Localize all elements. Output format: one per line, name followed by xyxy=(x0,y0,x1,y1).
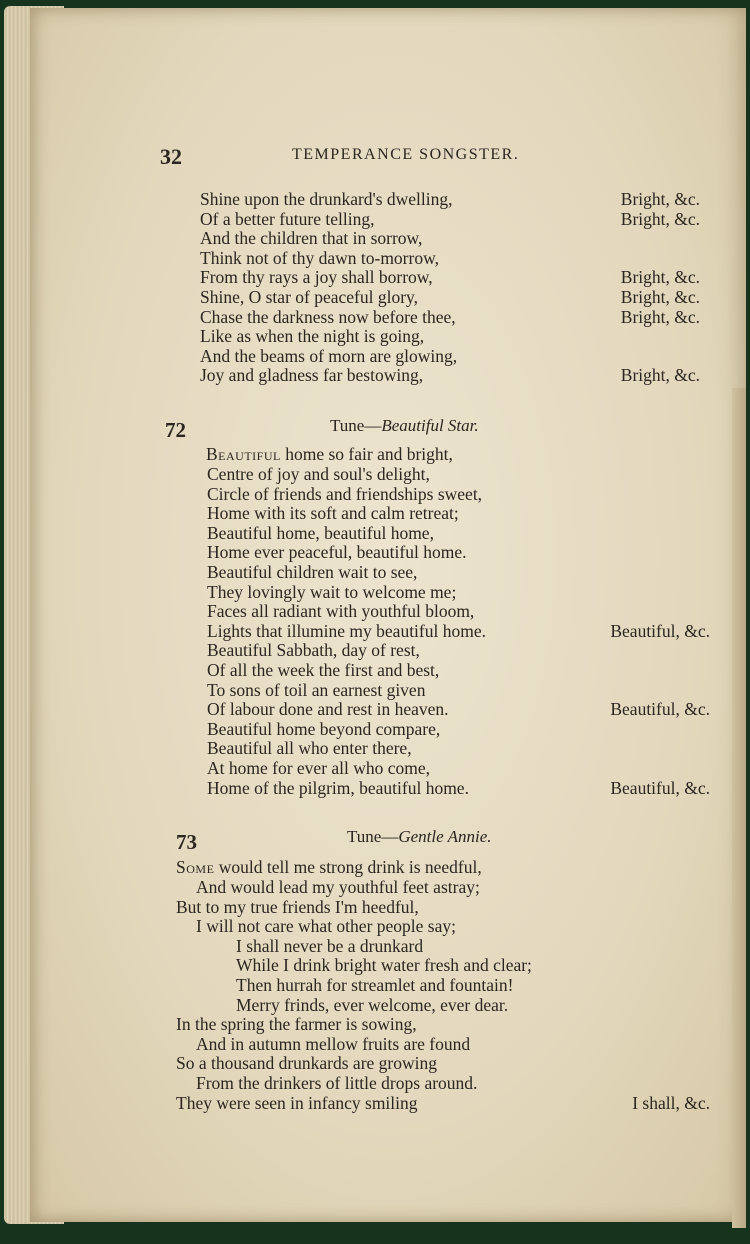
verse-line: And the children that in sorrow, xyxy=(200,228,423,249)
refrain-cue xyxy=(510,327,700,347)
song73-first-line xyxy=(176,858,482,878)
refrain-cue: Beautiful, &c. xyxy=(610,699,710,720)
verse-line: To sons of toil an earnest given xyxy=(207,679,426,700)
refrain-cue: Beautiful, &c. xyxy=(610,620,710,641)
verse-line: Beautiful home beyond compare, xyxy=(207,718,441,739)
verse-line: Lights that illumine my beautiful home. xyxy=(207,620,486,641)
refrain-cue xyxy=(560,583,710,603)
refrain-cue xyxy=(560,996,710,1016)
song73-refrains xyxy=(560,878,710,1133)
verse-line: Beautiful children wait to see, xyxy=(207,561,418,582)
refrain-cue xyxy=(560,681,710,701)
running-title: TEMPERANCE SONGSTER. xyxy=(292,146,520,163)
refrain-cue xyxy=(560,563,710,583)
verse-line: Circle of friends and friendships sweet, xyxy=(207,483,483,504)
verse-line: From thy rays a joy shall borrow, xyxy=(200,267,433,288)
verse-line: Home ever peaceful, beautiful home. xyxy=(207,542,467,563)
drop-word: Some xyxy=(176,857,215,877)
verse-line: Of a better future telling, xyxy=(200,208,375,229)
verse-line: They lovingly wait to welcome me; xyxy=(207,581,457,602)
refrain-cue xyxy=(560,1113,710,1133)
song-number-72: 72 xyxy=(165,418,186,442)
refrain-cue xyxy=(510,249,700,269)
refrain-cue xyxy=(560,641,710,661)
refrain-cue: Beautiful, &c. xyxy=(610,777,710,798)
refrain-cue: Bright, &c. xyxy=(620,306,700,327)
verse-line: Of labour done and rest in heaven. xyxy=(207,699,449,720)
verse-line: Shine upon the drunkard's dwelling, xyxy=(200,189,453,209)
refrain-cue xyxy=(560,524,710,544)
refrain-cue xyxy=(560,898,710,918)
refrain-cue xyxy=(560,739,710,759)
refrain-cue xyxy=(560,485,710,505)
refrain-cue: Bright, &c. xyxy=(620,267,700,288)
refrain-cue xyxy=(560,956,710,976)
refrain-cue xyxy=(560,465,710,485)
verse-line: And in autumn mellow fruits are found xyxy=(196,1033,471,1054)
refrain-cue xyxy=(560,878,710,898)
tune-name: Gentle Annie. xyxy=(398,827,492,846)
refrain-cue xyxy=(510,229,700,249)
refrain-cue xyxy=(560,917,710,937)
verse-line: Merry frinds, ever welcome, ever dear. xyxy=(236,994,509,1015)
verse-line: Like as when the night is going, xyxy=(200,326,425,347)
refrain-cue xyxy=(560,1054,710,1074)
refrain-cue xyxy=(560,661,710,681)
refrain-cue: Bright, &c. xyxy=(620,189,700,209)
verse-line: Beautiful Sabbath, day of rest, xyxy=(207,640,420,661)
tune-prefix: Tune— xyxy=(347,827,399,846)
verse-line: Beautiful home, beautiful home, xyxy=(207,522,434,543)
song-number-73: 73 xyxy=(176,830,197,854)
verse-line: Joy and gladness far bestowing, xyxy=(200,365,424,386)
verse-line: Chase the darkness now before thee, xyxy=(200,306,456,327)
refrain-cue xyxy=(560,1035,710,1055)
verse-line: Then hurrah for streamlet and fountain! xyxy=(236,974,514,995)
verse-line: I will not care what other people say; xyxy=(196,916,456,937)
verse-line: Shine, O star of peaceful glory, xyxy=(200,286,419,307)
refrain-cue: Bright, &c. xyxy=(620,208,700,229)
verse-line: I shall never be a drunkard xyxy=(236,935,424,956)
page-number: 32 xyxy=(160,144,182,169)
refrain-cue xyxy=(560,602,710,622)
verse-line: Centre of joy and soul's delight, xyxy=(207,464,430,484)
verse-line: Think not of thy dawn to-morrow, xyxy=(200,247,439,268)
verse-line: In the spring the farmer is sowing, xyxy=(176,1014,417,1035)
drop-word: Beautiful xyxy=(206,444,281,464)
refrain-cue xyxy=(560,543,710,563)
tune-line-73 xyxy=(347,827,492,847)
continuation-refrains xyxy=(510,190,700,386)
verse-line: They were seen in infancy smiling xyxy=(176,1092,418,1113)
refrain-cue xyxy=(560,937,710,957)
tune-line-72 xyxy=(330,416,479,436)
song73-verse xyxy=(176,878,532,1113)
verse-line: While I drink bright water fresh and clear; xyxy=(236,955,532,976)
verse-line: And the beams of morn are glowing, xyxy=(200,345,458,366)
verse-line: But to my true friends I'm heedful, xyxy=(176,896,419,917)
verse-line: Home of the pilgrim, beautiful home. xyxy=(207,777,469,798)
refrain-cue xyxy=(560,504,710,524)
first-line-rest: would tell me strong drink is needful, xyxy=(214,857,482,877)
song72-refrains xyxy=(560,465,710,798)
refrain-cue xyxy=(560,720,710,740)
tune-name: Beautiful Star. xyxy=(381,416,479,435)
verse-line: Faces all radiant with youthful bloom, xyxy=(207,601,475,622)
refrain-cue xyxy=(560,1074,710,1094)
continuation-verse xyxy=(200,190,457,386)
tune-prefix: Tune— xyxy=(330,416,382,435)
verse-line: At home for ever all who come, xyxy=(207,757,431,778)
refrain-cue xyxy=(510,347,700,367)
verse-line: So a thousand drunkards are growing xyxy=(176,1053,437,1074)
verse-line: And would lead my youthful feet astray; xyxy=(196,877,480,897)
verse-line: From the drinkers of little drops around. xyxy=(196,1072,478,1093)
verse-line: Beautiful all who enter there, xyxy=(207,738,412,759)
verse-line: Home with its soft and calm retreat; xyxy=(207,503,459,524)
song72-verse xyxy=(207,465,486,798)
page-fold xyxy=(732,388,746,1228)
song72-first-line xyxy=(206,445,453,465)
refrain-cue: Bright, &c. xyxy=(620,286,700,307)
refrain-cue xyxy=(560,759,710,779)
refrain-cue xyxy=(560,976,710,996)
refrain-cue: I shall, &c. xyxy=(632,1092,710,1113)
verse-line: Of all the week the first and best, xyxy=(207,659,440,680)
first-line-rest: home so fair and bright, xyxy=(280,444,453,464)
refrain-cue: Bright, &c. xyxy=(620,365,700,386)
refrain-cue xyxy=(560,1015,710,1035)
